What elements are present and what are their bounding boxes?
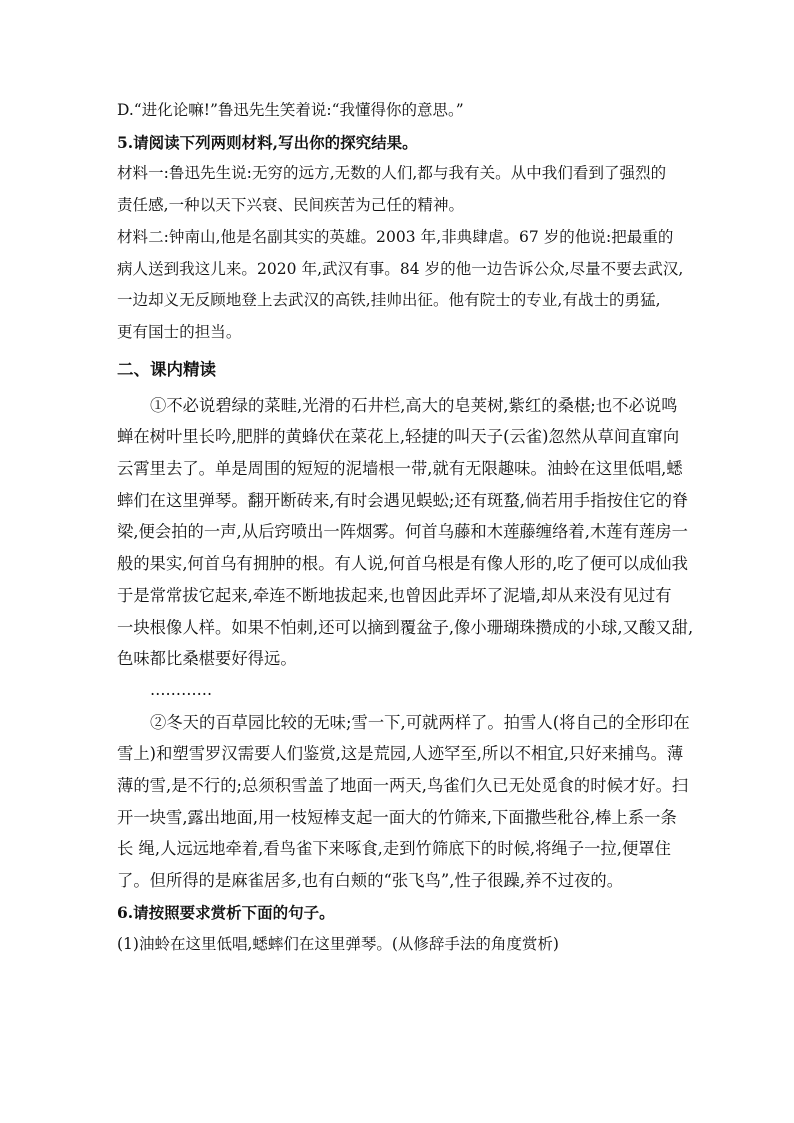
question-6-prompt: 6.请按照要求赏析下面的句子。 — [117, 902, 335, 922]
option-d: D.“进化论嘛!”鲁迅先生笑着说:“我懂得你的意思。” — [117, 101, 464, 119]
material-2-line: 一边却义无反顾地登上去武汉的高铁,挂帅出征。他有院士的专业,有战士的勇猛, — [117, 291, 661, 310]
passage-2-line: 了。但所得的是麻雀居多,也有白颊的“张飞鸟”,性子很躁,养不过夜的。 — [117, 871, 624, 891]
passage-1-line: 蟀们在这里弹琴。翻开断砖来,有时会遇见蜈蚣;还有斑蝥,倘若用手指按住它的脊 — [117, 490, 689, 510]
section-2-heading: 二、课内精读 — [117, 359, 216, 379]
passage-1-line: 般的果实,何首乌有拥肿的根。有人说,何首乌根是有像人形的,吃了便可以成仙我 — [117, 554, 688, 574]
passage-1-line: 色味都比桑椹要好得远。 — [117, 649, 297, 669]
ellipsis: ………… — [150, 680, 213, 699]
question-6-sub-1: (1)油蛉在这里低唱,蟋蟀们在这里弹琴。(从修辞手法的角度赏析) — [117, 934, 559, 953]
material-2-line: 更有国士的担当。 — [117, 322, 242, 341]
material-1 — [117, 158, 677, 221]
passage-1-line: 于是常常拔它起来,牵连不断地拔起来,也曾因此弄坏了泥墙,却从来没有见过有 — [117, 585, 672, 605]
passage-1-line: 一块根像人样。如果不怕刺,还可以摘到覆盆子,像小珊瑚珠攒成的小球,又酸又甜, — [117, 617, 694, 637]
passage-1-line: 梁,便会拍的一声,从后窍喷出一阵烟雾。何首乌藤和木莲藤缠络着,木莲有莲房一 — [117, 522, 688, 542]
passage-1-line: 蝉在树叶里长吟,肥胖的黄蜂伏在菜花上,轻捷的叫天子(云雀)忽然从草间直窜向 — [117, 427, 680, 447]
passage-1-line: ①不必说碧绿的菜畦,光滑的石井栏,高大的皂荚树,紫红的桑椹;也不必说鸣 — [150, 395, 678, 415]
passage-1 — [117, 390, 694, 675]
passage-2-line: 长 绳,人远远地牵着,看鸟雀下来啄食,走到竹筛底下的时候,将绳子一拉,便罩住 — [117, 839, 671, 859]
document-content — [117, 95, 694, 960]
passage-2-line: 薄的雪,是不行的;总须积雪盖了地面一两天,鸟雀们久已无处觅食的时候才好。扫 — [117, 776, 689, 796]
material-1-line: 材料一:鲁迅先生说:无穷的远方,无数的人们,都与我有关。从中我们看到了强烈的 — [117, 164, 667, 183]
material-2 — [117, 222, 684, 349]
passage-2-line: ②冬天的百草园比较的无味;雪一下,可就两样了。拍雪人(将自己的全形印在 — [150, 712, 690, 732]
passage-2-line: 雪上)和塑雪罗汉需要人们鉴赏,这是荒园,人迹罕至,所以不相宜,只好来捕鸟。薄 — [117, 744, 684, 764]
passage-2-line: 开一块雪,露出地面,用一枝短棒支起一面大的竹筛来,下面撒些秕谷,棒上系一条 — [117, 807, 677, 827]
material-1-line: 责任感,一种以天下兴衰、民间疾苦为己任的精神。 — [117, 196, 465, 215]
passage-1-line: 云霄里去了。单是周围的短短的泥墙根一带,就有无限趣味。油蛉在这里低唱,蟋 — [117, 459, 683, 479]
material-2-line: 病人送到我这儿来。2020 年,武汉有事。84 岁的他一边告诉公众,尽量不要去武汉, — [117, 259, 684, 278]
passage-2 — [117, 707, 690, 897]
question-5-prompt: 5.请阅读下列两则材料,写出你的探究结果。 — [117, 132, 418, 152]
material-2-line: 材料二:钟南山,他是名副其实的英雄。2003 年,非典肆虐。67 岁的他说:把最重的 — [117, 227, 674, 246]
